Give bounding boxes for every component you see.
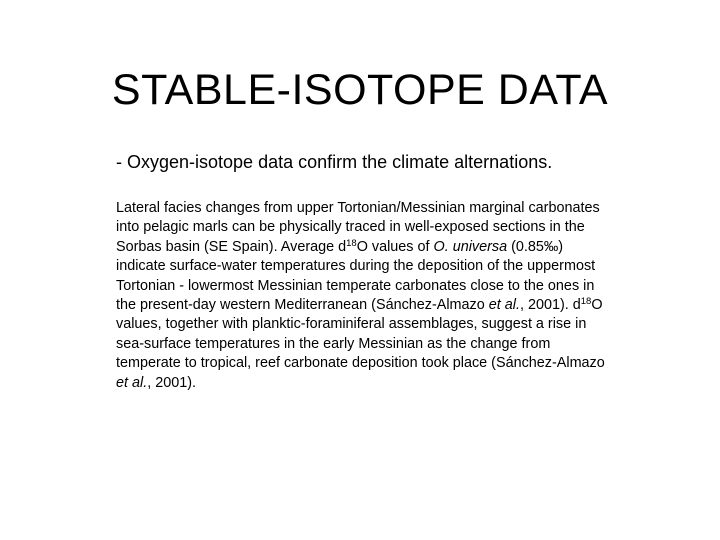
isotope-superscript-1: 18 xyxy=(346,237,357,249)
species-name: O. universa xyxy=(433,238,508,255)
body-text-3: (0.85‰) indicate surface-water temperatures during the deposition of the uppermost Tortonian - lowermost Messinian temperate carbonates close to the ones in the present-day western Mediterranean (Sánchez-Almazo xyxy=(116,238,596,314)
body-text-1: Lateral facies changes from upper Tortonian/Messinian marginal carbonates into pelagic marls can be physically traced in well-exposed sections in the Sorbas basin (SE Spain). Average d xyxy=(116,200,600,255)
isotope-superscript-2: 18 xyxy=(580,296,592,308)
slide-title: STABLE-ISOTOPE DATA xyxy=(111,66,609,114)
body-paragraph xyxy=(116,199,616,393)
citation-et-al-1: et al. xyxy=(488,297,520,314)
body-text-4: , 2001). d xyxy=(519,297,581,314)
slide-subtitle: - Oxygen-isotope data confirm the climate alternations. xyxy=(116,152,553,172)
body-text-2: O values of xyxy=(356,238,434,255)
body-text-6: , 2001). xyxy=(147,374,197,391)
body-text-5: O values, together with planktic-foraminiferal assemblages, suggest a rise in sea-surface temperatures in the early Messinian as the change from temperate to tropical, reef carbonate deposition took place (Sánchez-Almazo xyxy=(116,297,605,372)
citation-et-al-2: et al. xyxy=(116,374,148,391)
